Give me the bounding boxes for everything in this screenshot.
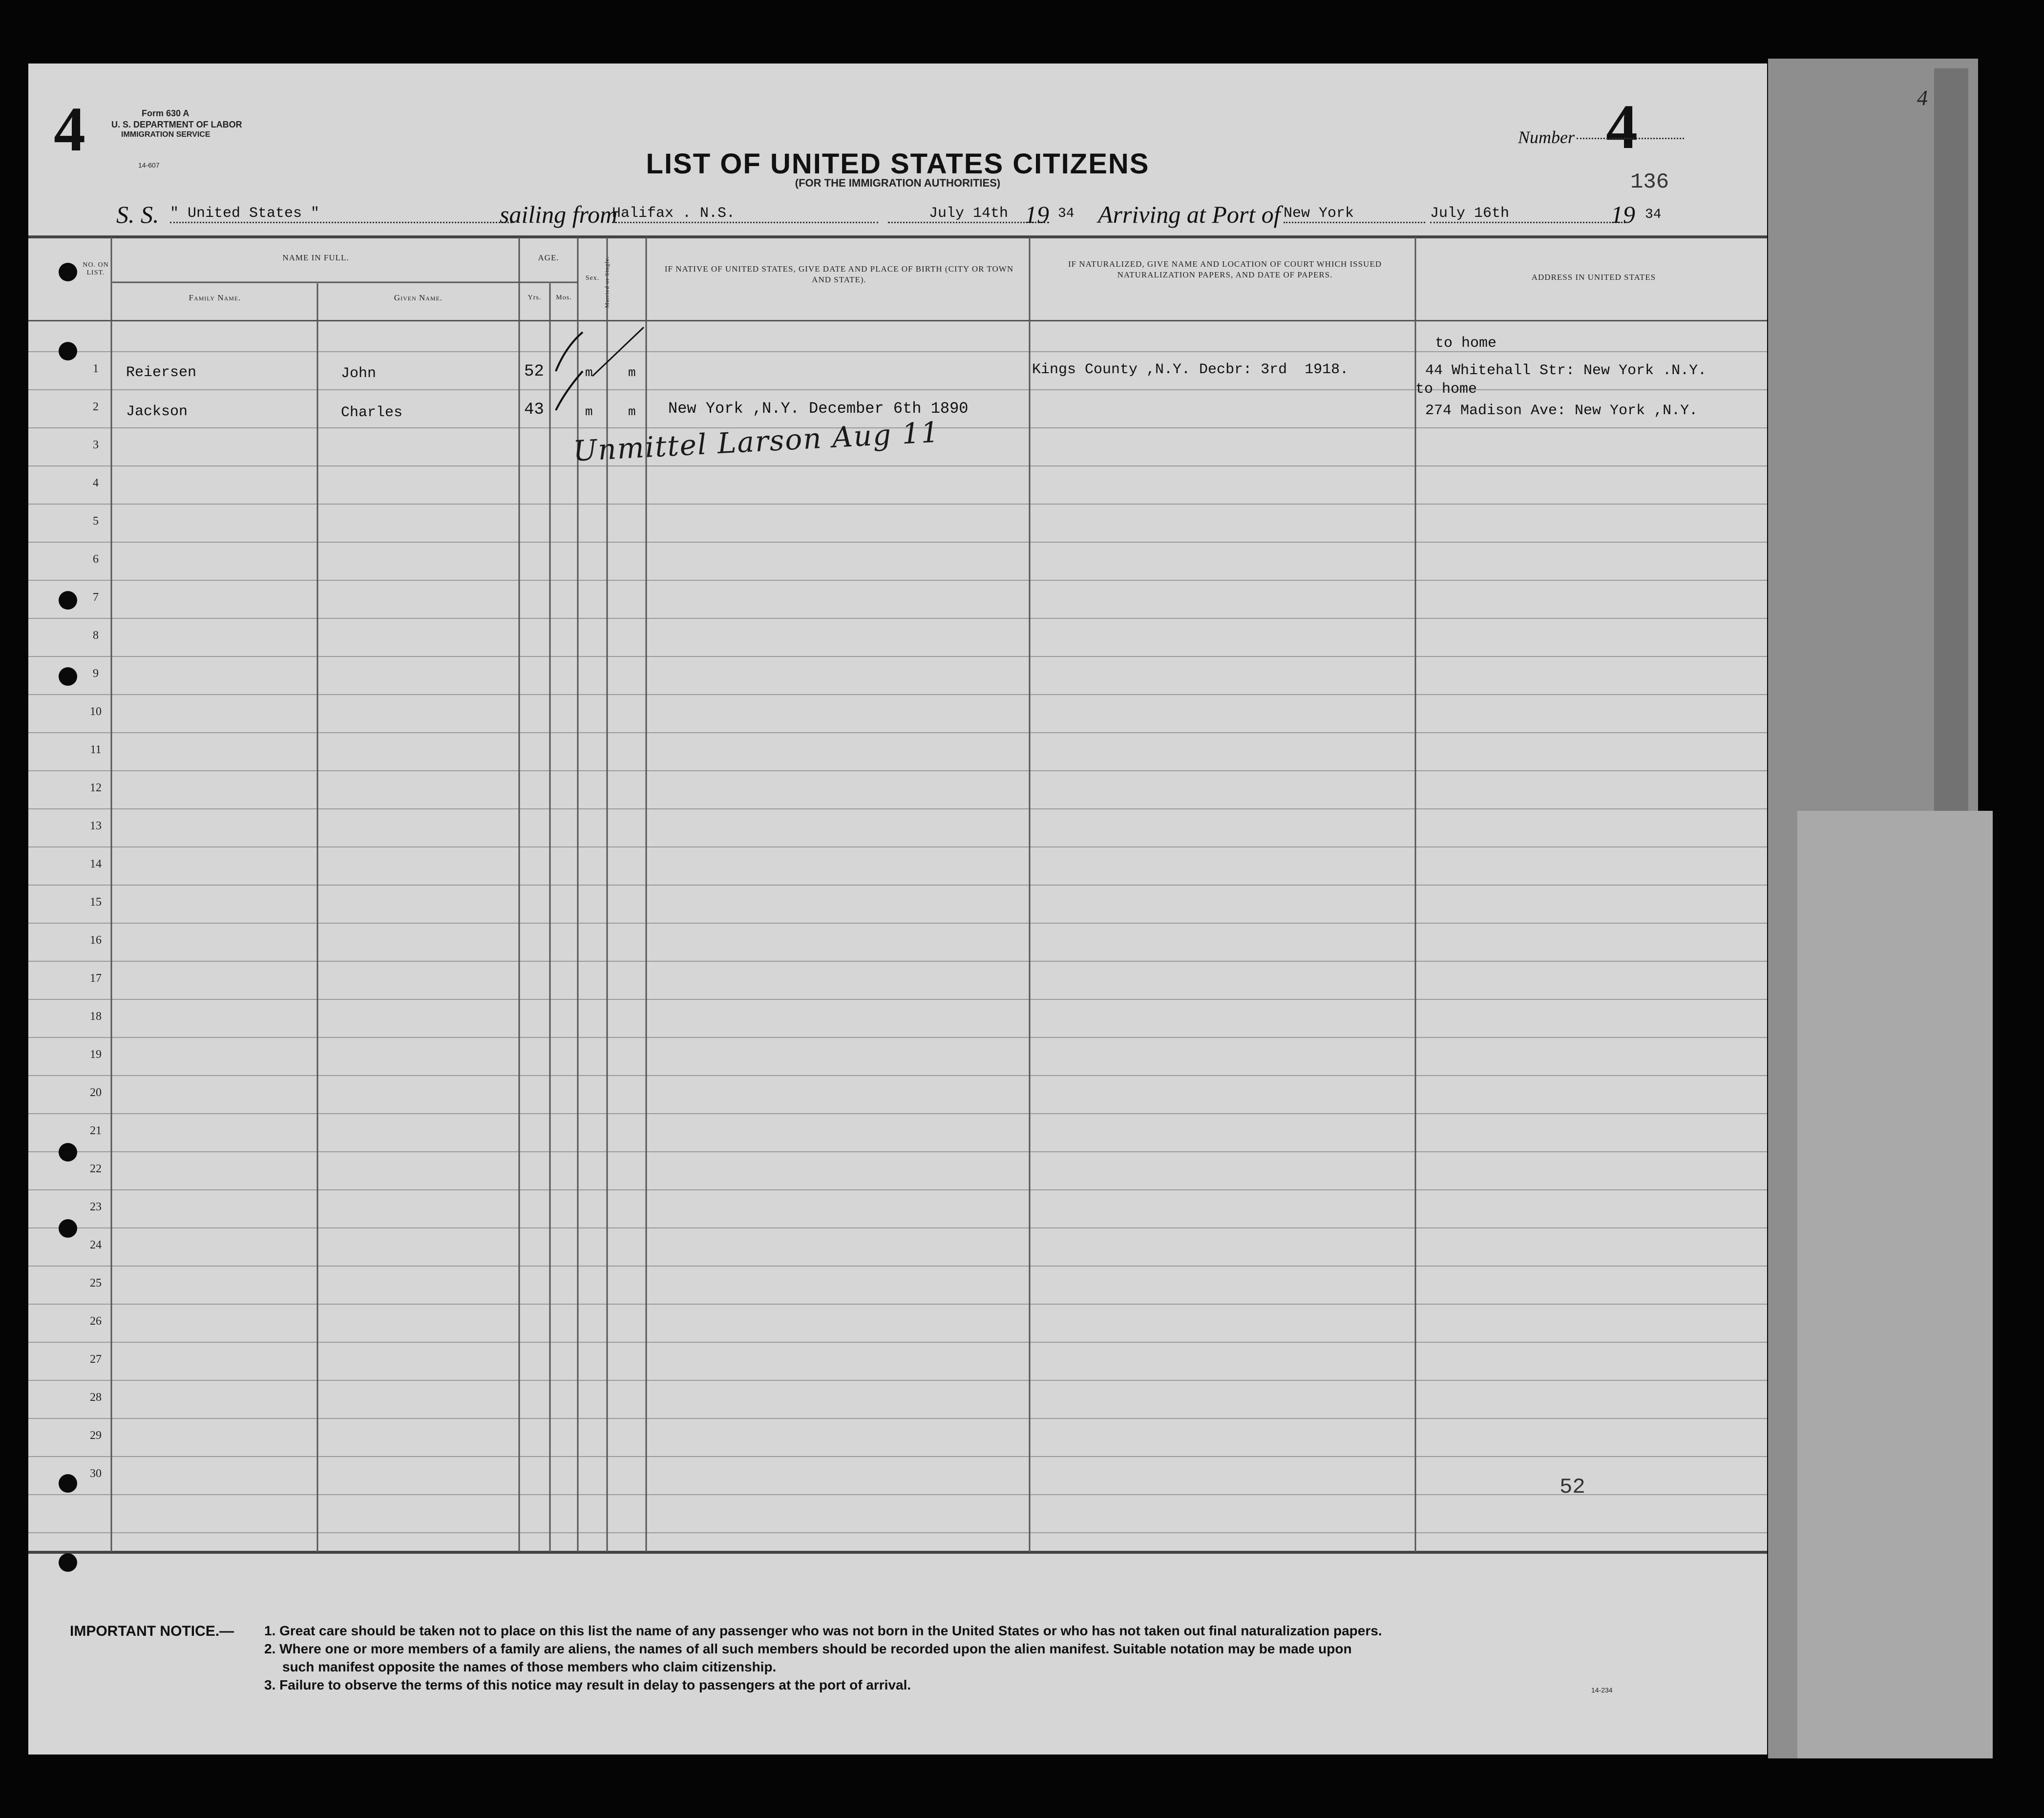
binding-hole [59,1219,77,1238]
entry-1-address: 44 Whitehall Str: New York .N.Y. [1425,362,1707,379]
handwritten-signature: Unmittel Larson Aug 11 [572,415,941,468]
number-label: Number [1518,127,1575,147]
row-number: 6 [93,553,99,566]
entry-1-marital: m [628,365,636,380]
row-number: 13 [90,820,102,832]
row-number: 1 [93,362,99,375]
binding-hole [59,667,77,686]
header-age: AGE. [538,253,559,262]
arrival-port: New York [1284,205,1425,223]
row-number: 4 [93,477,99,489]
row-number: 24 [90,1239,102,1251]
notice-print-code: 14-234 [1591,1686,1613,1694]
notice-item-2-cont: such manifest opposite the names of those members who claim citizenship. [282,1659,777,1674]
stamp-number: 136 [1630,170,1669,194]
entry-2-address-note: to home [1415,381,1477,398]
page-number-right: 4 [1606,92,1638,162]
entry-2-given-name: Charles [341,404,403,421]
ship-name: " United States " [170,205,512,223]
entry-1-age-years: 52 [524,362,544,381]
notice-item-3: 3. Failure to observe the terms of this notice may result in delay to passengers at the port of arrival. [264,1677,911,1692]
ss-label: S. S. [116,201,159,228]
row-number: 2 [93,401,99,413]
row-number: 16 [90,934,102,947]
handwritten-ditto-marks [546,317,653,435]
row-number: 20 [90,1086,102,1099]
binding-hole [59,1474,77,1493]
page-number-left: 4 [54,94,85,165]
entry-1-given-name: John [341,365,377,382]
entry-1-address-note: to home [1435,335,1497,352]
departure-year: 34 [1058,206,1075,221]
binding-hole [59,1553,77,1572]
header-sex: Sex. [585,275,600,282]
row-number: 10 [90,705,102,718]
row-number: 9 [93,667,99,680]
row-number: 18 [90,1010,102,1023]
row-number: 27 [90,1353,102,1366]
background-sheet-lower [1797,811,1993,1758]
entry-2-age-years: 43 [524,401,544,419]
row-number: 11 [90,743,102,756]
bottom-stamp-number: 52 [1559,1475,1585,1500]
binding-hole [59,342,77,360]
entry-1-sex: m [585,365,593,380]
entry-2-family-name: Jackson [126,403,188,420]
year-prefix-2: 19 [1611,201,1635,228]
row-number: 3 [93,439,99,451]
header-given-name: Given Name. [394,293,443,302]
row-number: 30 [90,1467,102,1480]
row-number: 7 [93,591,99,604]
year-prefix-1: 19 [1025,201,1049,228]
entry-2-birth: New York ,N.Y. December 6th 1890 [668,400,969,418]
row-number: 19 [90,1048,102,1061]
header-name-in-full: NAME IN FULL. [282,253,349,262]
row-number: 23 [90,1201,102,1213]
header-family-name: Family Name. [189,293,241,302]
sailing-label: sailing from [500,201,618,228]
departure-date: July 14th [888,205,1049,223]
arriving-label: Arriving at Port of [1098,201,1281,228]
binding-hole [59,263,77,281]
header-naturalized-court: IF NATURALIZED, GIVE NAME AND LOCATION OF COURT WHICH ISSUED NATURALIZATION PAPERS, AND DATE OF PAPERS. [1068,259,1382,279]
notice-item-1: 1. Great care should be taken not to place on this list the name of any passenger who was not born in the United States or who has not taken out final naturalization papers. [264,1623,1382,1638]
row-number: 25 [90,1277,102,1290]
notice-heading: IMPORTANT NOTICE.— [70,1623,234,1639]
header-mos: Mos. [556,294,572,301]
manifest-page [28,63,1767,1755]
entry-1-family-name: Reiersen [126,364,197,381]
page-subtitle: (FOR THE IMMIGRATION AUTHORITIES) [795,177,1001,189]
header-native-birth: IF NATIVE OF UNITED STATES, GIVE DATE AND PLACE OF BIRTH (CITY OR TOWN AND STATE). [664,264,1014,284]
row-number: 8 [93,629,99,642]
row-number: 21 [90,1124,102,1137]
binding-hole [59,1143,77,1162]
row-number: 26 [90,1315,102,1328]
entry-2-marital: m [628,404,636,419]
form-print-code: 14-607 [138,161,160,169]
entry-2-sex: m [585,404,593,419]
row-number: 12 [90,782,102,794]
entry-2-address: 274 Madison Ave: New York ,N.Y. [1425,402,1698,419]
row-number: 14 [90,858,102,870]
arrival-year: 34 [1645,207,1662,222]
service-label: IMMIGRATION SERVICE [121,130,211,139]
header-married-or-single: Married or Single. [603,256,611,308]
row-number: 15 [90,896,102,909]
arrival-date: July 16th [1430,205,1625,223]
header-address: ADDRESS IN UNITED STATES [1531,273,1656,282]
row-number: 22 [90,1163,102,1175]
department-label: U. S. DEPARTMENT OF LABOR [111,120,242,129]
header-no-on-list: NO. ON LIST. [83,261,109,276]
entry-1-court: Kings County ,N.Y. Decbr: 3rd 1918. [1032,361,1349,378]
row-number: 5 [93,515,99,528]
row-number: 29 [90,1429,102,1442]
ruled-lines [28,63,1767,1558]
header-yrs: Yrs. [527,294,542,301]
corner-page-mark: 4 [1917,86,1928,110]
notice-item-2: 2. Where one or more members of a family are aliens, the names of all such members should be recorded upon the alien manifest. Suitable notation may be made upon [264,1641,1352,1656]
departure-port: Halifax . N.S. [612,205,878,223]
binding-hole [59,591,77,610]
form-number: Form 630 A [142,108,190,118]
row-number: 17 [90,972,102,985]
page-title: LIST OF UNITED STATES CITIZENS [646,148,1150,180]
row-number: 28 [90,1391,102,1404]
